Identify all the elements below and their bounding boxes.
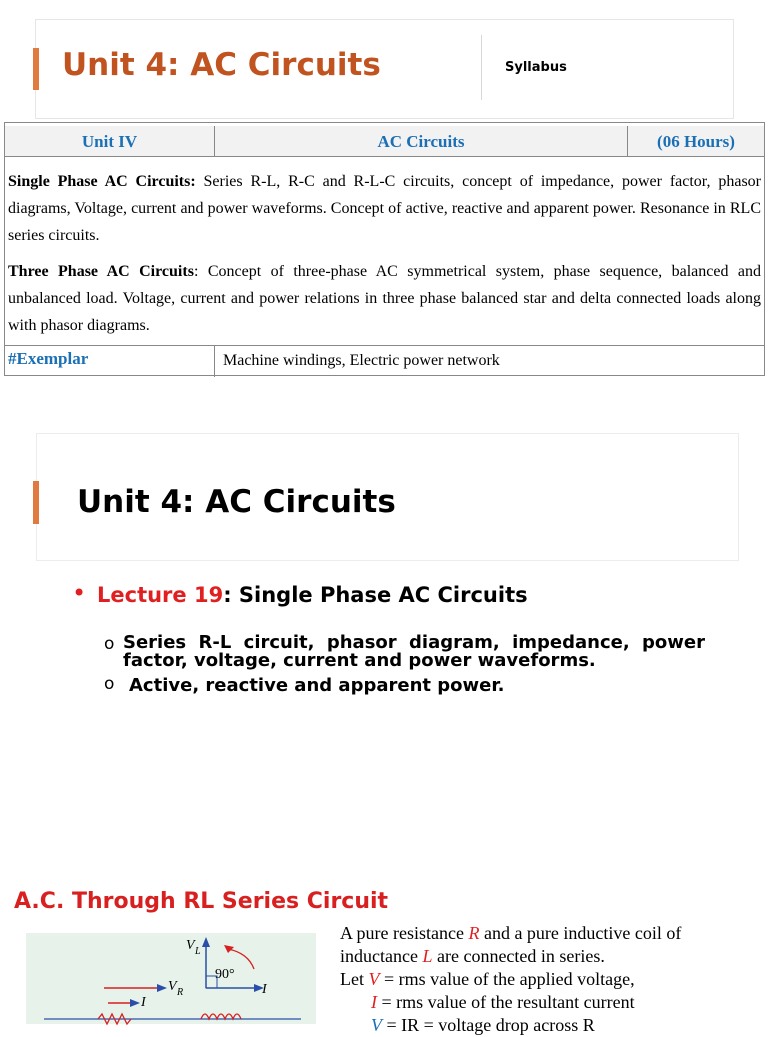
text-line-5: V = IR = voltage drop across R — [371, 1015, 595, 1035]
fig-label-vr: V — [168, 979, 177, 994]
text-line-3: Let V = rms value of the applied voltage, — [340, 969, 635, 989]
three-phase-heading: Three Phase AC Circuits — [8, 263, 194, 280]
lecture-heading — [97, 582, 528, 608]
slide2-title: Unit 4: AC Circuits — [77, 484, 396, 520]
lecture-title: : Single Phase AC Circuits — [223, 583, 528, 607]
fig-label-angle: 90° — [215, 967, 235, 982]
syllabus-label: Syllabus — [505, 60, 567, 75]
fig-label-r: R — [177, 987, 184, 998]
text-line-1: A pure resistance R and a pure inductive coil of — [340, 923, 682, 943]
sub-item-series-rl: Series R-L circuit, phasor diagram, impedance, power factor, voltage, current and power waveforms. — [123, 632, 705, 671]
slide1-accent-bar — [33, 48, 39, 90]
rl-circuit-figure — [26, 933, 316, 1024]
fig-label-l: L — [195, 946, 201, 957]
syllabus-table — [4, 122, 765, 376]
text-line-2: inductance L are connected in series. — [340, 946, 605, 966]
single-phase-paragraph — [8, 168, 761, 249]
three-phase-body: : Concept of three-phase AC symmetrical system, phase sequence, balanced and unbalanced load. Voltage, current and power relations in three phase balanced star and delta connected loads along with phasor diagrams. — [8, 263, 762, 334]
header-topic: AC Circuits — [215, 126, 628, 157]
fig-label-i2: I — [141, 995, 146, 1010]
slide2-accent-bar — [33, 481, 39, 524]
text-line-4: I = rms value of the resultant current — [371, 992, 635, 1012]
header-unit: Unit IV — [5, 126, 215, 157]
slide1-title: Unit 4: AC Circuits — [62, 47, 381, 83]
single-phase-heading: Single Phase AC Circuits: — [8, 173, 196, 190]
bullet-dot: • — [72, 579, 87, 607]
sub-item-power: Active, reactive and apparent power. — [129, 675, 505, 696]
exemplar-value: Machine windings, Electric power network — [223, 352, 500, 369]
title-divider — [481, 35, 482, 100]
rl-section-title: A.C. Through RL Series Circuit — [14, 889, 389, 914]
table-header-row — [5, 126, 764, 157]
sub-bullet-marker: o — [104, 674, 115, 694]
rl-circuit-diagram — [26, 933, 316, 1024]
rl-description — [340, 922, 740, 1037]
three-phase-paragraph — [8, 258, 761, 339]
sub-bullet-marker: o — [104, 634, 115, 654]
exemplar-label: #Exemplar — [5, 346, 215, 377]
lecture-number: Lecture 19 — [97, 583, 224, 607]
exemplar-row — [5, 345, 764, 376]
fig-label-i1: I — [262, 982, 267, 997]
header-hours: (06 Hours) — [657, 132, 735, 151]
fig-label-v: V — [186, 938, 195, 953]
single-phase-body: Series R-L, R-C and R-L-C circuits, concept of impedance, power factor, phasor diagrams, Voltage, current and power waveforms. Concept of active, reactive and apparent power. Resonance in RLC series circuits. — [8, 173, 761, 244]
